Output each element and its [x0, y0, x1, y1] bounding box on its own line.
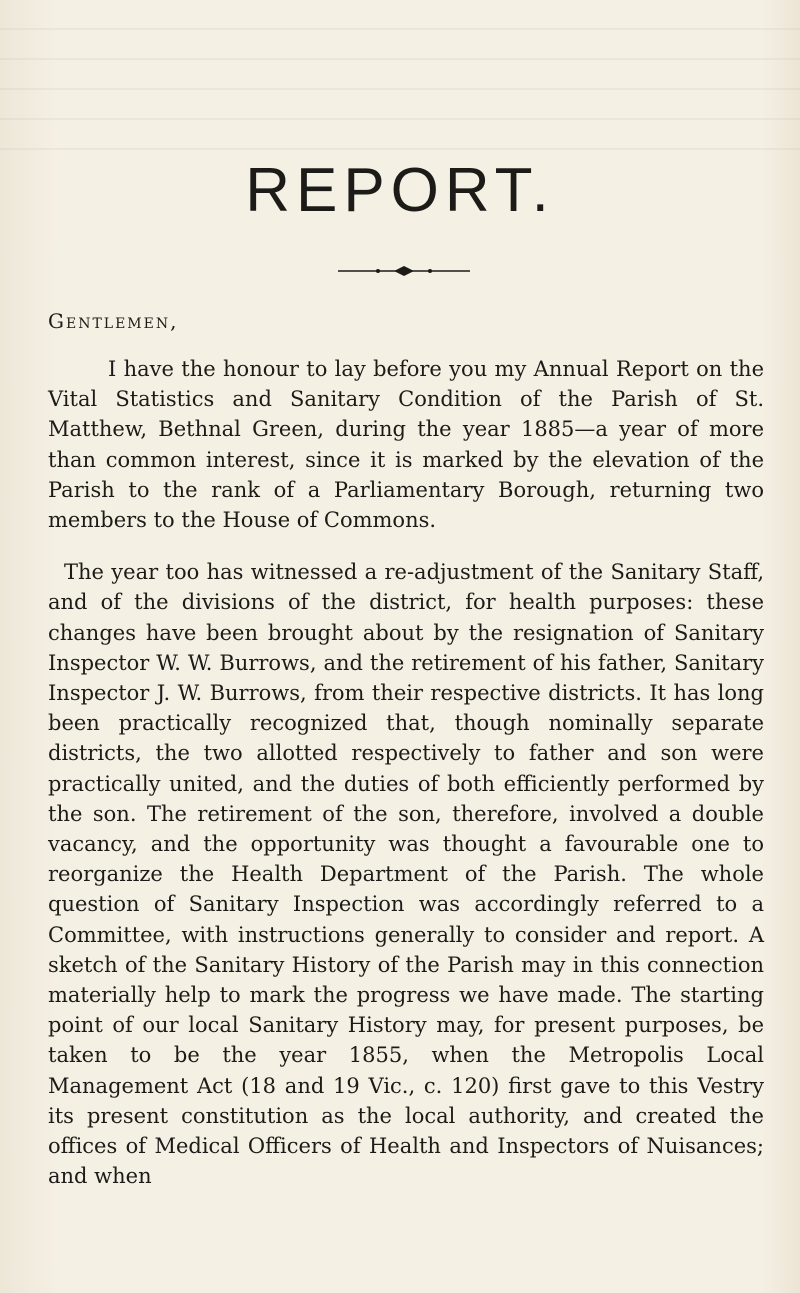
divider-ornament [338, 264, 470, 278]
paragraph: The year too has witnessed a re-adjustment of the Sanitary Staff, and of the divisions of the district, for health purposes: these changes have been brought about by the resignation of Sanitary Inspector W. W. Burrows, and the retirement of his father, Sanitary Inspector J. W. Burrows, from their respective districts. It has long been practically recognized that, though nominally separate districts, the two allotted respectively to father and son were practically united, and the duties of both efficiently performed by the son. The retirement of the son, therefore, involved a double vacancy, and the opportunity was thought a favourable one to reorganize the Health Department of the Parish. The whole question of Sanitary Inspection was accordingly referred to a Committee, with instructions generally to consider and report. A sketch of the Sanitary History of the Parish may in this connection materially help to mark the progress we have made. The starting point of our local Sanitary History may, for present purposes, be taken to be the year 1855, when the Metropolis Local Management Act (18 and 19 Vic., c. 120) first gave to this Vestry its present constitution as the local authority, and created the offices of Medical Officers of Health and Inspectors of Nuisances; and when [48, 560, 764, 1189]
report-body [48, 354, 764, 1191]
salutation: Gentlemen, [48, 309, 179, 333]
page-title: REPORT. [245, 156, 555, 225]
paragraph: I have the honour to lay before you my Annual Report on the Vital Statistics and Sanitary Condition of the Parish of St. Matthew, Bethnal Green, during the year 1885—a year of more than common interest, since it is marked by the elevation of the Parish to the rank of a Parliamentary Borough, returning two members to the House of Commons. [48, 357, 764, 533]
show-through-text [0, 0, 800, 150]
